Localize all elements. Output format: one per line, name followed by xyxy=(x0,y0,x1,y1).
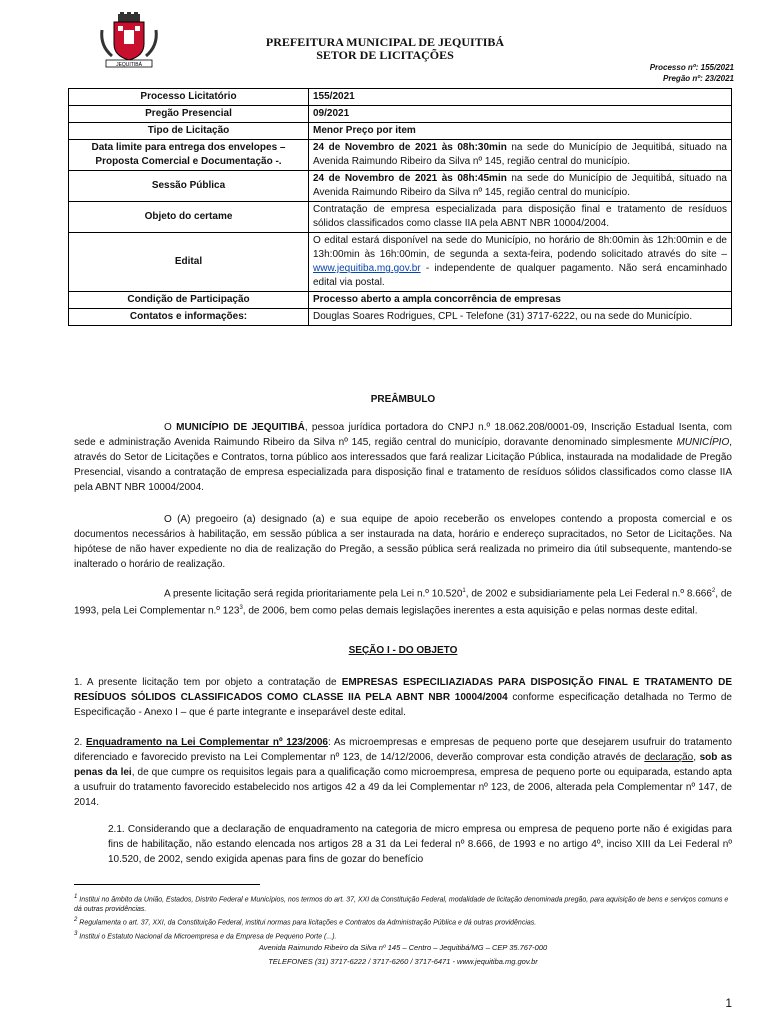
text-span: , de 1993, pela Lei Complementar n.º 123 xyxy=(74,588,732,617)
table-row xyxy=(69,233,732,292)
row-value xyxy=(309,233,732,292)
table-row xyxy=(69,106,732,123)
table-row xyxy=(69,140,732,171)
text-span: , pessoa jurídica portadora do CNPJ n.º 18.062.208/0001-09, Inscrição Estadual Isenta, com sede e administração Avenida Raimundo Ribeiro da Silva nº 145, região central do município, doravante denominado simplesmente xyxy=(74,422,732,448)
header-title-line2: SETOR DE LICITAÇÕES xyxy=(316,48,454,62)
municipal-crest-icon xyxy=(98,12,160,70)
header-title-line1: PREFEITURA MUNICIPAL DE JEQUITIBÁ xyxy=(265,35,505,49)
row-label: Tipo de Licitação xyxy=(69,123,309,140)
row-label: Objeto do certame xyxy=(69,202,309,233)
secao-i-heading: SEÇÃO I - DO OBJETO xyxy=(348,645,458,656)
footer-address: Avenida Raimundo Ribeiro da Silva nº 145 – Centro – Jequitibá/MG – CEP 35.767-000 xyxy=(258,943,548,952)
text-span: conforme especificação detalhada no Termo de Especificação - Anexo I – que é parte integrante e inseparável deste edital. xyxy=(74,692,732,718)
text-span: , através do Setor de Licitações e Contratos, torna público aos interessados que fará realizar Licitação Pública, instaurada na modalidade de Pregão Presencial, visando a contratação de empresa especializada para disposição final e tratamento de resíduos sólidos classificados como classe IIA pela ABNT NBR 10004/2004. xyxy=(74,437,732,493)
row-label: Processo Licitatório xyxy=(69,89,309,106)
bidding-info-table xyxy=(68,88,732,326)
footnote-number: 3 xyxy=(74,930,78,937)
footer-phones: TELEFONES (31) 3717-6222 / 3717-6260 / 3717-6471 - www.jequitiba.mg.gov.br xyxy=(268,957,538,966)
document-header-title xyxy=(200,36,570,62)
row-value xyxy=(309,171,732,202)
preambulo-heading: PREÂMBULO xyxy=(370,394,436,405)
page-footer xyxy=(74,941,732,969)
footnote-text: Institui no âmbito da União, Estados, Distrito Federal e Municípios, nos termos do art. 37, XXI da Constituição Federal, modalidade de licitação denominada pregão, para aquisição de bens e serviços comuns e dá outras providências. xyxy=(74,896,729,914)
preambulo-paragraph-1 xyxy=(74,420,732,495)
pregao-number: Pregão nº: 23/2021 xyxy=(663,74,734,83)
text-span: 2. xyxy=(74,737,86,748)
footnote-1 xyxy=(74,892,734,915)
secao-i-item-1 xyxy=(74,675,732,720)
penalty-term: sob as penas da lei xyxy=(74,752,733,778)
row-value: 09/2021 xyxy=(309,106,732,123)
edital-text-post: - independente de qualquer pagamento. Não será encaminhado edital via postal. xyxy=(313,263,727,288)
row-label: Sessão Pública xyxy=(69,171,309,202)
row-value: Menor Preço por item xyxy=(309,123,732,140)
table-row xyxy=(69,89,732,106)
declaracao-term: declaração xyxy=(644,752,694,763)
table-row xyxy=(69,202,732,233)
preambulo-paragraph-2: O (A) pregoeiro (a) designado (a) e sua equipe de apoio receberão os envelopes contendo a proposta comercial e os documentos necessários à habilitação, em sessão pública a ser instaurada na data, horário e endereço supracitados, no Setor de Licitações. Na hipótese de não haver expediente no dia de realização do Pregão, a sessão pública será realizada no primeiro dia útil subsequente, mantendo-se inalterado o horário de realização. xyxy=(74,514,732,570)
jequitiba-website-link[interactable]: www.jequitiba.mg.gov.br xyxy=(313,263,421,274)
svg-text:JEQUITIBÁ: JEQUITIBÁ xyxy=(116,62,142,68)
row-value: Processo aberto a ampla concorrência de empresas xyxy=(309,292,732,309)
municipio-term: MUNICÍPIO xyxy=(676,437,730,448)
footnote-number: 1 xyxy=(74,894,78,900)
deadline-date: 24 de Novembro de 2021 às 08h:30min xyxy=(313,142,507,153)
footnote-3 xyxy=(74,929,734,942)
text-span: : As microempresas e empresas de pequeno porte que desejarem usufruir do tratamento diferenciado e favorecido previsto na Lei Complementar nº 123, de 14/12/2006, deverão comprovar esta condição através de xyxy=(74,737,732,763)
deadline-location: na sede do Município de Jequitibá, situado na Avenida Raimundo Ribeiro da Silva nº 145, região central do município. xyxy=(313,142,727,167)
row-value: Contratação de empresa especializada para disposição final e tratamento de resíduos sólidos classificados como classe IIA pela ABNT NBR 10004/2004. xyxy=(309,202,732,233)
footnotes xyxy=(74,892,734,942)
text-span: A presente licitação será regida prioritariamente pela Lei n.º 10.520 xyxy=(164,588,463,600)
text-span: O xyxy=(164,422,177,433)
footnote-text: Regulamenta o art. 37, XXI, da Constituição Federal, institui normas para licitações e Contratos da Administração Pública e dá outras providências. xyxy=(77,919,537,927)
footnote-2 xyxy=(74,915,734,928)
object-description: EMPRESAS ESPECILIAZIADAS PARA DISPOSIÇÃO FINAL E TRATAMENTO DE RESÍDUOS SÓLIDOS CLASSIFICADOS COMO CLASSE IIA PELA ABNT NBR 10004/2004 xyxy=(74,677,732,703)
text-span: , de 2002 e subsidiariamente pela Lei Federal n.º 8.666 xyxy=(465,588,712,600)
footnote-number: 2 xyxy=(74,917,78,924)
footnote-ref: 3 xyxy=(239,605,243,612)
table-row xyxy=(69,123,732,140)
row-label: Contatos e informações: xyxy=(69,309,309,326)
process-reference xyxy=(650,62,734,84)
footnote-divider xyxy=(74,884,260,885)
session-location: na sede do Município de Jequitibá, situado na Avenida Raimundo Ribeiro da Silva nº 145, região central do município. xyxy=(313,173,727,198)
footnote-text: Institui o Estatuto Nacional da Microempresa e da Empresa de Pequeno Porte (...). xyxy=(77,932,337,940)
item-2-title: Enquadramento na Lei Complementar nº 123/2006 xyxy=(86,737,328,748)
row-label: Data limite para entrega dos envelopes – Proposta Comercial e Documentação -. xyxy=(69,140,309,171)
row-label: Condição de Participação xyxy=(69,292,309,309)
text-span: 1. A presente licitação tem por objeto a contratação de xyxy=(74,677,342,688)
text-span: , xyxy=(693,752,700,763)
row-label: Pregão Presencial xyxy=(69,106,309,123)
row-value xyxy=(309,140,732,171)
row-value: Douglas Soares Rodrigues, CPL - Telefone (31) 3717-6222, ou na sede do Município. xyxy=(309,309,732,326)
table-row xyxy=(69,292,732,309)
text-span: , de 2006, bem como pelas demais legislações inerentes a esta aquisição e pelas normas deste edital. xyxy=(242,605,698,617)
page-number: 1 xyxy=(725,996,732,1010)
table-row xyxy=(69,171,732,202)
preambulo-paragraph-3 xyxy=(74,584,732,619)
table-row xyxy=(69,309,732,326)
municipio-name: MUNICÍPIO DE JEQUITIBÁ xyxy=(176,422,305,433)
row-label: Edital xyxy=(69,233,309,292)
edital-text-pre: O edital estará disponível na sede do Município, no horário de 8h:00min às 12h:00min e de 13h:00min às 16h:00min, de segunda a sexta-feira, podendo solicitado através do site – xyxy=(313,235,727,260)
footnote-ref: 2 xyxy=(711,588,716,594)
text-span: , de que cumpre os requisitos legais para a qualificação como microempresa, empresa de pequeno porte ou equiparada, estando apta a usufruir do tratamento favorecido estabelecido nos artigos 42 a 49 da lei Complementar nº 123, de 2006, alterada pela Complementar nº 147, de 2014. xyxy=(74,767,732,808)
footnote-ref: 1 xyxy=(462,588,466,594)
session-date: 24 de Novembro de 2021 às 08h:45min xyxy=(313,173,507,184)
secao-i-item-2-1: 2.1. Considerando que a declaração de enquadramento na categoria de micro empresa ou empresa de pequeno porte não é exigidas para fins de habilitação, não estando elencada nos artigos 28 a 31 da Lei federal nº 8.666, de 1993 e no artigo 4º, inciso XIII da Lei Federal nº 10.520, de 2002, sendo exigida apenas para fins de gozar do benefício xyxy=(108,824,732,865)
row-value: 155/2021 xyxy=(309,89,732,106)
processo-number: Processo nº: 155/2021 xyxy=(649,63,734,72)
secao-i-item-2 xyxy=(74,735,732,810)
